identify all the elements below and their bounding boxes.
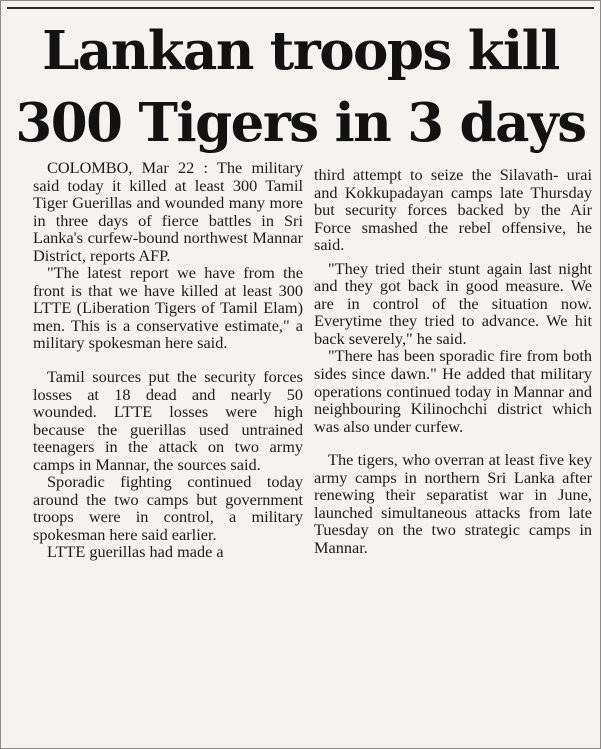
paragraph-stunt-quote: "They tried their stunt again last night and they got back in good measure. We are in control of the situation now. Everytime they tried to advance. We hit back severely," he said.	[314, 258, 592, 348]
paragraph-ltte-attempt: LTTE guerillas had made a	[47, 542, 224, 562]
paragraph-sporadic-fighting: Sporadic fighting continued today around the two camps but government troops were in control, a military spokesman here said earlier.	[33, 472, 303, 544]
headline-line-1: Lankan troops kill	[42, 20, 559, 82]
headline	[11, 15, 590, 159]
paragraph-dateline: COLOMBO, Mar 22 : The military said today it killed at least 300 Tamil Tiger Guerillas and wounded many more in three days of fierce battles in Sri Lanka's curfew-bound northwest Mannar District, reports AFP.	[33, 158, 303, 265]
paragraph-tamil-sources: Tamil sources put the security forces losses at 18 dead and nearly 50 wounded. LTTE losses were high because the guerillas used untrained teenagers in the attack on two army camps in Mannar, the sources said.	[33, 367, 303, 474]
left-column	[33, 159, 303, 561]
paragraph-third-attempt: third attempt to seize the Silavath- urai and Kokkupadayan camps late Thursday but security forces backed by the Air Force smashed the rebel offensive, he said.	[314, 165, 592, 255]
right-column	[314, 166, 592, 556]
paragraph-quote-front: "The latest report we have from the front is that we have killed at least 300 LTTE (Liberation Tigers of Tamil Elam) men. This is a conservative estimate," a military spokesman here said.	[33, 263, 303, 353]
headline-line-2: 300 Tigers in 3 days	[15, 92, 586, 154]
paragraph-tigers-overran: The tigers, who overran at least five key army camps in northern Sri Lanka after renewing their separatist war in June, launched simultaneous attacks from late Tuesday on the two strategic camps in Mannar.	[314, 450, 592, 557]
paragraph-sporadic-fire: "There has been sporadic fire from both sides since dawn." He added that military operations continued today in Mannar and neighbouring Kilinochchi district which was also under curfew.	[314, 346, 592, 436]
top-rule	[7, 7, 594, 9]
